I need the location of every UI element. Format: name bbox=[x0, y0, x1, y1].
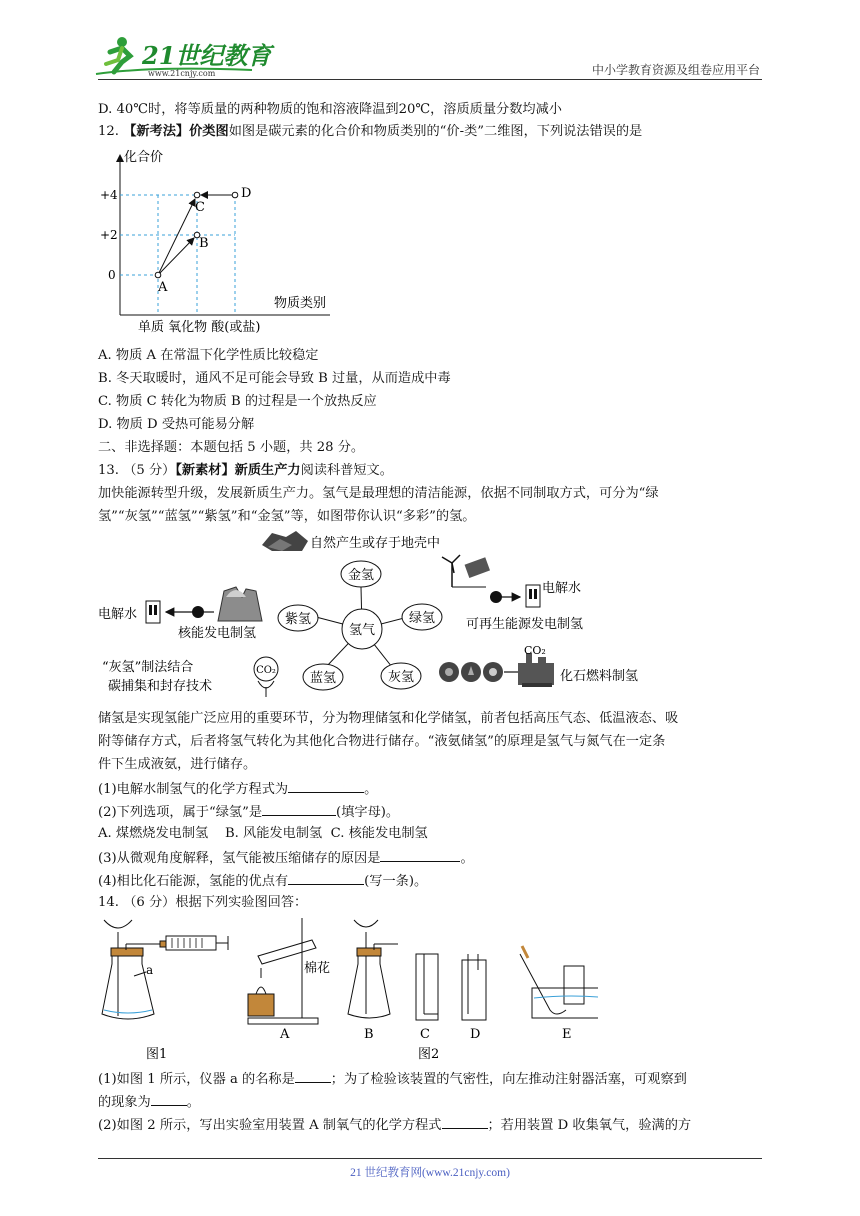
point-a-label: A bbox=[158, 280, 168, 295]
logo-url-text: www.21cnjy.com bbox=[148, 69, 216, 78]
refinery-icon bbox=[518, 653, 554, 687]
wind-solar-icon bbox=[442, 555, 490, 587]
platform-title: 中小学教育资源及组卷应用平台 bbox=[591, 63, 760, 77]
footer-rule bbox=[98, 1158, 762, 1159]
q13-sub3-blank[interactable] bbox=[380, 847, 460, 862]
valence-class-chart bbox=[98, 145, 348, 340]
runner-logo-icon bbox=[92, 30, 292, 80]
fig1-apparatus bbox=[102, 920, 228, 1019]
site-logo bbox=[92, 30, 292, 80]
fossil-label: 化石燃料制氢 bbox=[560, 669, 639, 684]
footer-text[interactable]: 21 世纪教育网(www.21cnjy.com) bbox=[350, 1167, 510, 1179]
q14-sub2-end: ；若用装置 D 收集氧气，验满的方 bbox=[487, 1118, 692, 1133]
q13-sub2-options: A. 煤燃烧发电制氢 B. 风能发电制氢 C. 核能发电制氢 bbox=[98, 826, 428, 841]
q13-sub4 bbox=[98, 870, 427, 892]
renewable-label: 可再生能源发电制氢 bbox=[466, 617, 584, 632]
apparatus-e bbox=[520, 946, 598, 1018]
apparatus-d bbox=[462, 954, 486, 1020]
q13-score: （5 分） bbox=[123, 463, 176, 478]
q13-number: 13. bbox=[98, 463, 119, 478]
co2-left: CO₂ bbox=[256, 665, 276, 676]
q12-option-d: D. 物质 D 受热可能易分解 bbox=[98, 417, 255, 432]
q13-tag: 【新素材】新质生产力 bbox=[175, 463, 301, 478]
q14-sub1-line2-text: 的现象为 bbox=[98, 1095, 151, 1110]
x-categories: 单质 氧化物 酸(或盐) bbox=[138, 320, 261, 335]
q13-sub3 bbox=[98, 847, 474, 869]
q12-option-a: A. 物质 A 在常温下化学性质比较稳定 bbox=[98, 348, 319, 363]
q13-sub4-blank[interactable] bbox=[288, 870, 364, 885]
power-icon-left bbox=[192, 606, 204, 618]
fig1-label: 图1 bbox=[146, 1047, 168, 1062]
fossil-fuel-icons bbox=[439, 662, 503, 682]
q14-sub1-line2-end: 。 bbox=[186, 1095, 200, 1110]
q14-number: 14. bbox=[98, 895, 119, 910]
q14-sub1-mid: ；为了检验该装置的气密性，向左推动注射器活塞，可观察到 bbox=[330, 1072, 687, 1087]
gray-capture-line1: “灰氢”制法结合 bbox=[102, 660, 194, 675]
q13-sub2-text: (2)下列选项，属于“绿氢”是 bbox=[98, 805, 263, 820]
q12-stem-line bbox=[98, 122, 642, 142]
hydrogen-colors-diagram bbox=[96, 527, 676, 705]
q14-stem-line bbox=[98, 893, 307, 913]
label-D: D bbox=[470, 1027, 481, 1042]
gray-capture-line2: 碳捕集和封存技术 bbox=[108, 679, 213, 694]
q13-para1-line1: 加快能源转型升级，发展新质生产力。氢气是最理想的清洁能源，依据不同制取方式，可分为“绿 bbox=[98, 486, 659, 501]
electrolysis-right-icon bbox=[526, 585, 540, 607]
point-b-label: B bbox=[199, 236, 209, 251]
q13-para1-line2: 氢”“灰氢”“蓝氢”“紫氢”和“金氢”等，如图带你认识“多彩”的氢。 bbox=[98, 509, 476, 524]
q13-sub4-end: (写一条)。 bbox=[364, 874, 428, 889]
point-d-label: D bbox=[241, 186, 252, 201]
q13-sub1 bbox=[98, 778, 377, 800]
q14-stem: 根据下列实验图回答： bbox=[175, 895, 308, 910]
q14-sub1 bbox=[98, 1068, 687, 1090]
co2-right: CO₂ bbox=[524, 644, 546, 657]
natural-label: 自然产生或存于地壳中 bbox=[310, 536, 441, 551]
q13-sub2 bbox=[98, 801, 399, 823]
q13-sub1-end: 。 bbox=[364, 782, 378, 797]
y-axis-label: 化合价 bbox=[124, 150, 164, 165]
apparatus-figure bbox=[98, 914, 598, 1062]
q13-title: 阅读科普短文。 bbox=[300, 463, 393, 478]
label-E: E bbox=[562, 1027, 572, 1042]
section-2-title: 二、非选择题：本题包括 5 小题，共 28 分。 bbox=[98, 440, 365, 455]
q14-sub1-blank2[interactable] bbox=[151, 1091, 187, 1106]
electrolysis-left-icon bbox=[146, 601, 160, 623]
label-A: A bbox=[280, 1027, 290, 1042]
electrolysis-left-label: 电解水 bbox=[98, 607, 138, 622]
power-icon-right bbox=[490, 591, 502, 603]
gray-label: 灰氢 bbox=[387, 670, 415, 685]
q13-sub1-blank[interactable] bbox=[288, 778, 364, 793]
gold-label: 金氢 bbox=[347, 568, 375, 583]
q13-para2-line1: 储氢是实现氢能广泛应用的重要环节，分为物理储氢和化学储氢，前者包括高压气态、低温液态、吸 bbox=[98, 711, 679, 726]
blue-label: 蓝氢 bbox=[309, 671, 337, 686]
label-a: a bbox=[146, 963, 154, 977]
q14-score: （6 分） bbox=[123, 895, 176, 910]
q14-sub2 bbox=[98, 1114, 691, 1136]
apparatus-b bbox=[348, 920, 398, 1018]
purple-label: 紫氢 bbox=[284, 612, 312, 627]
point-c bbox=[194, 192, 200, 198]
x-axis-label: 物质类别 bbox=[274, 296, 327, 311]
point-d bbox=[232, 192, 238, 198]
arrow-a-to-c bbox=[158, 199, 195, 275]
q12-option-c: C. 物质 C 转化为物质 B 的过程是一个放热反应 bbox=[98, 394, 377, 409]
electrolysis-right-label: 电解水 bbox=[542, 581, 582, 596]
arrow-a-to-b bbox=[158, 238, 194, 275]
q13-para2-line2: 附等储存方式，后者将氢气转化为其他化合物进行储存。“液氨储氢”的原理是氢气与氮气在一定条 bbox=[98, 734, 666, 749]
y-tick-plus4: +4 bbox=[100, 188, 118, 202]
q14-sub1-blank1[interactable] bbox=[295, 1068, 331, 1083]
rocks-icon bbox=[262, 531, 308, 551]
q13-sub2-blank[interactable] bbox=[262, 801, 336, 816]
label-B: B bbox=[364, 1027, 374, 1042]
point-c-label: C bbox=[195, 200, 205, 215]
co2-capture-icon bbox=[254, 657, 278, 697]
label-C: C bbox=[420, 1027, 430, 1042]
q12-stem: 如图是碳元素的化合价和物质类别的“价-类”二维图，下列说法错误的是 bbox=[228, 124, 643, 139]
q14-sub2-blank[interactable] bbox=[442, 1114, 488, 1129]
q13-sub3-end: 。 bbox=[460, 851, 474, 866]
q12-option-b: B. 冬天取暖时，通风不足可能会导致 B 过量，从而造成中毒 bbox=[98, 371, 451, 386]
logo-main-text: 21世纪教育 bbox=[142, 41, 272, 70]
point-a bbox=[155, 272, 161, 278]
q14-sub2-text: (2)如图 2 所示，写出实验室用装置 A 制氧气的化学方程式 bbox=[98, 1118, 442, 1133]
apparatus-c bbox=[416, 954, 438, 1020]
center-label: 氢气 bbox=[348, 623, 376, 638]
header-rule bbox=[98, 79, 762, 80]
y-tick-plus2: +2 bbox=[100, 228, 118, 242]
label-cotton: 棉花 bbox=[304, 961, 331, 976]
q13-stem-line bbox=[98, 461, 393, 481]
q13-sub3-text: (3)从微观角度解释，氢气能被压缩储存的原因是 bbox=[98, 851, 381, 866]
q14-sub1-line2 bbox=[98, 1091, 200, 1113]
nuclear-label: 核能发电制氢 bbox=[178, 626, 257, 641]
q14-sub1-text: (1)如图 1 所示，仪器 a 的名称是 bbox=[98, 1072, 295, 1087]
q13-sub1-text: (1)电解水制氢气的化学方程式为 bbox=[98, 782, 289, 797]
q13-sub4-text: (4)相比化石能源，氢能的优点有 bbox=[98, 874, 289, 889]
q13-para2-line3: 件下生成液氨，进行储存。 bbox=[98, 757, 257, 772]
q13-sub2-end: (填字母)。 bbox=[336, 805, 400, 820]
y-tick-zero: 0 bbox=[108, 268, 116, 282]
green-label: 绿氢 bbox=[408, 611, 436, 626]
q12-number: 12. bbox=[98, 124, 119, 139]
fig2-label: 图2 bbox=[418, 1047, 440, 1062]
q11-option-d: D. 40℃时，将等质量的两种物质的饱和溶液降温到20℃，溶质质量分数均减小 bbox=[98, 102, 562, 117]
nuclear-plant-icon bbox=[218, 587, 262, 621]
q12-tag: 【新考法】价类图 bbox=[123, 124, 229, 139]
